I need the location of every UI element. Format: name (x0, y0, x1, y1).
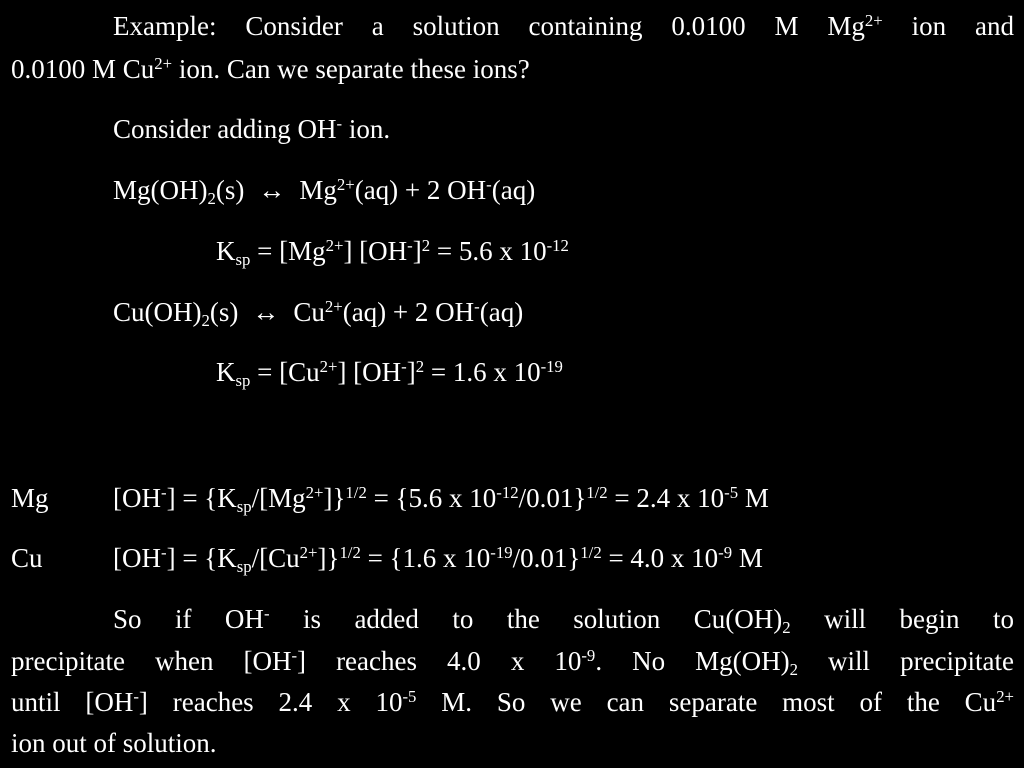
mg-oh-calculation: $[OH^-] = \{K_{sp}/[Mg^{2+}]\}^{1/2} = \{5.6$ x $10^{-12}/0.01\}^{1/2} = 2.4$ x $10^{-5}$ M (113, 482, 769, 517)
mg-label: Mg (11, 483, 49, 513)
mg-reaction: $Mg(OH)_2(s)$ ↔ $Mg^{2+}(aq) + 2$ OH-(aq) (113, 174, 536, 209)
equilibrium-arrow-icon: ↔ (258, 175, 286, 205)
intro-line-1: Example: Consider a solution containing 0.0100 M $Mg^{2+}$ ion and (113, 10, 1014, 41)
cu-label: Cu (11, 543, 43, 573)
conclusion-line-2: precipitate when [OH-] reaches 4.0 x $10^{-9}$. No $Mg(OH)_2$ will precipitate (11, 645, 1014, 680)
conclusion-line-4: ion out of solution. (11, 728, 217, 758)
mg-ksp: $K_{sp} = [Mg^{2+}] [OH^-]^2 = 5.6$ x $10^{-12}$ (216, 235, 569, 270)
equilibrium-arrow-icon: ↔ (252, 297, 280, 327)
cu-ksp: $K_{sp} = [Cu^{2+}] [OH^-]^2 = 1.6$ x $10^{-19}$ (216, 356, 563, 391)
consider-line: Consider adding OH- ion. (113, 113, 391, 144)
intro-line-2: 0.0100 M $Cu^{2+}$ ion. Can we separate these ions? (11, 53, 530, 84)
conclusion-line-3: until [OH-] reaches 2.4 x $10^{-5}$ M. So we can separate most of the $Cu^{2+}$ (11, 686, 1014, 717)
conclusion-line-1: So if OH- is added to the solution $Cu(OH)_2$ will begin to (113, 603, 1014, 638)
cu-oh-calculation: $[OH^-] = \{K_{sp}/[Cu^{2+}]\}^{1/2} = \{1.6$ x $10^{-19}/0.01\}^{1/2} = 4.0$ x $10^{-9}$ M (113, 542, 763, 577)
cu-reaction: $Cu(OH)_2(s)$ ↔ $Cu^{2+}(aq) + 2$ OH-(aq) (113, 296, 524, 331)
